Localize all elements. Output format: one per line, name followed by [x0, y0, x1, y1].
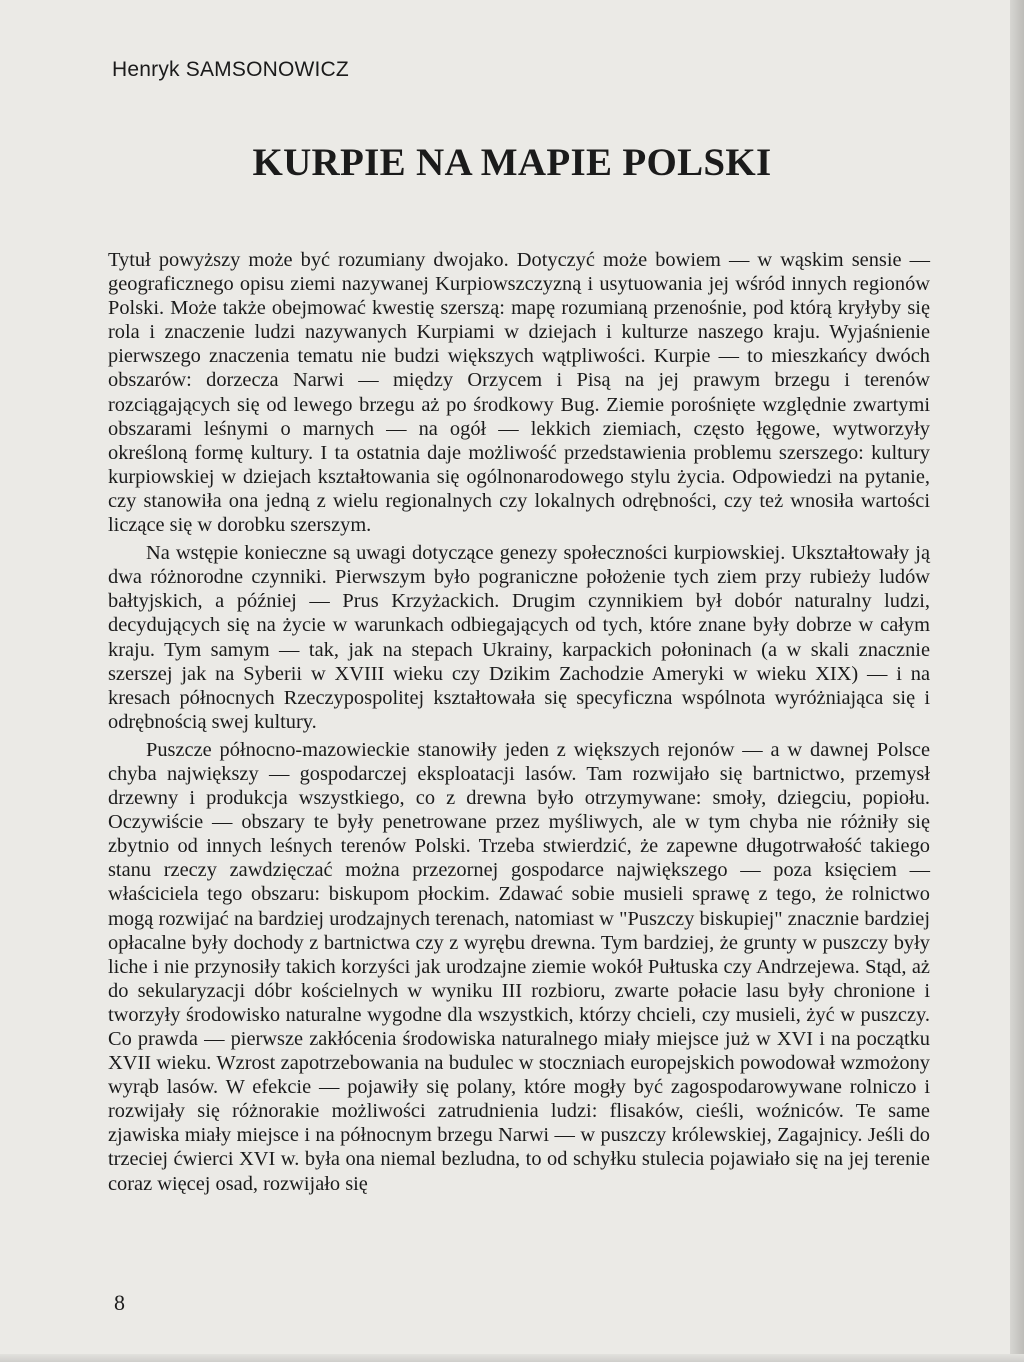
scan-edge	[1010, 0, 1024, 1362]
paragraph: Puszcze północno-mazowieckie stanowiły jeden z większych rejonów — a w dawnej Polsce chyba największy — gospodarczej eksploatacji lasów. Tam rozwijało się bartnictwo, przemysł drzewny i produkcja wszystkiego, co z drewna było otrzymywane: smoły, dziegciu, popiołu. Oczywiście — obszary te były penetrowane przez myśliwych, ale w tym chyba nie różniły się zbytnio od innych leśnych terenów Polski. Trzeba stwierdzić, że zapewne długotrwałość takiego stanu rzeczy zawdzięczać można przezornej gospodarce największego — poza księciem — właściciela tego obszaru: biskupom płockim. Zdawać sobie musieli sprawę z tego, że rolnictwo mogą rozwijać na bardziej urodzajnych terenach, natomiast w "Puszczy biskupiej" znacznie bardziej opłacalne były dochody z bartnictwa czy z wyrębu drewna. Tym bardziej, że grunty w puszczy były liche i nie przynosiły takich korzyści jak urodzajne ziemie wokół Pułtuska czy Andrzejewa. Stąd, aż do sekularyzacji dóbr kościelnych w wyniku III rozbioru, zwarte połacie lasu były chronione i tworzyły środowisko naturalne wygodne dla wszystkich, którzy chcieli, czy musieli, żyć w puszczy. Co prawda — pierwsze zakłócenia środowiska naturalnego miały miejsce już w XVI i na początku XVII wieku. Wzrost zapotrzebowania na budulec w stoczniach europejskich powodował wzmożony wyrąb lasów. W efekcie — pojawiły się polany, które mogły być zagospodarowywane rolniczo i rozwijały się różnorakie możliwości zatrudnienia ludzi: flisaków, cieśli, woźniców. Te same zjawiska miały miejsce i na północnym brzegu Narwi — w puszczy królewskiej, Zagajnicy. Jeśli do trzeciej ćwierci XVI w. była ona niemal bezludna, to od schyłku stulecia pojawiało się na jej terenie coraz więcej osad, rozwijało się	[108, 738, 930, 1195]
paragraph: Tytuł powyższy może być rozumiany dwojako. Dotyczyć może bowiem — w wąskim sensie — geograficznego opisu ziemi nazywanej Kurpiowszczyzną i usytuowania jej wśród innych regionów Polski. Może także obejmować kwestię szerszą: mapę rozumianą przenośnie, pod którą kryłyby się rola i znaczenie ludzi nazywanych Kurpiami w dziejach i kulturze naszego kraju. Wyjaśnienie pierwszego znaczenia tematu nie budzi większych wątpliwości. Kurpie — to mieszkańcy dwóch obszarów: dorzecza Narwi — między Orzycem i Pisą na jej prawym brzegu i terenów rozciągających się od lewego brzegu aż po środkowy Bug. Ziemie porośnięte względnie zwartymi obszarami leśnymi o marnych — na ogół — lekkich ziemiach, często łęgowe, wytworzyły określoną formę kultury. I ta ostatnia daje możliwość przedstawienia problemu szerszego: kultury kurpiowskiej w dziejach kształtowania się ogólnonarodowego stylu życia. Odpowiedzi na pytanie, czy stanowiła ona jedną z wielu regionalnych czy lokalnych odrębności, czy też wnosiła wartości liczące się w dorobku szerszym.	[108, 249, 930, 537]
author-name: Henryk SAMSONOWICZ	[112, 58, 349, 81]
scan-edge-bottom	[0, 1354, 1024, 1362]
page-number: 8	[114, 1290, 125, 1315]
article-body	[108, 248, 930, 1200]
paragraph: Na wstępie konieczne są uwagi dotyczące genezy społeczności kurpiowskiej. Ukształtowały ją dwa różnorodne czynniki. Pierwszym było pograniczne położenie tych ziem przy rubieży ludów bałtyjskich, a później — Prus Krzyżackich. Drugim czynnikiem był dobór naturalny ludzi, decydujących się na życie w warunkach odbiegających od tych, które znane były dobrze w całym kraju. Tym samym — tak, jak na stepach Ukrainy, karpackich połoninach (a w skali znacznie szerszej jak na Syberii w XVIII wieku czy Dzikim Zachodzie Ameryki w wieku XIX) — i na kresach północnych Rzeczypospolitej kształtowała się specyficzna wspólnota wyróżniająca się i odrębnością swej kultury.	[108, 542, 930, 733]
article-title: KURPIE NA MAPIE POLSKI	[252, 141, 772, 184]
